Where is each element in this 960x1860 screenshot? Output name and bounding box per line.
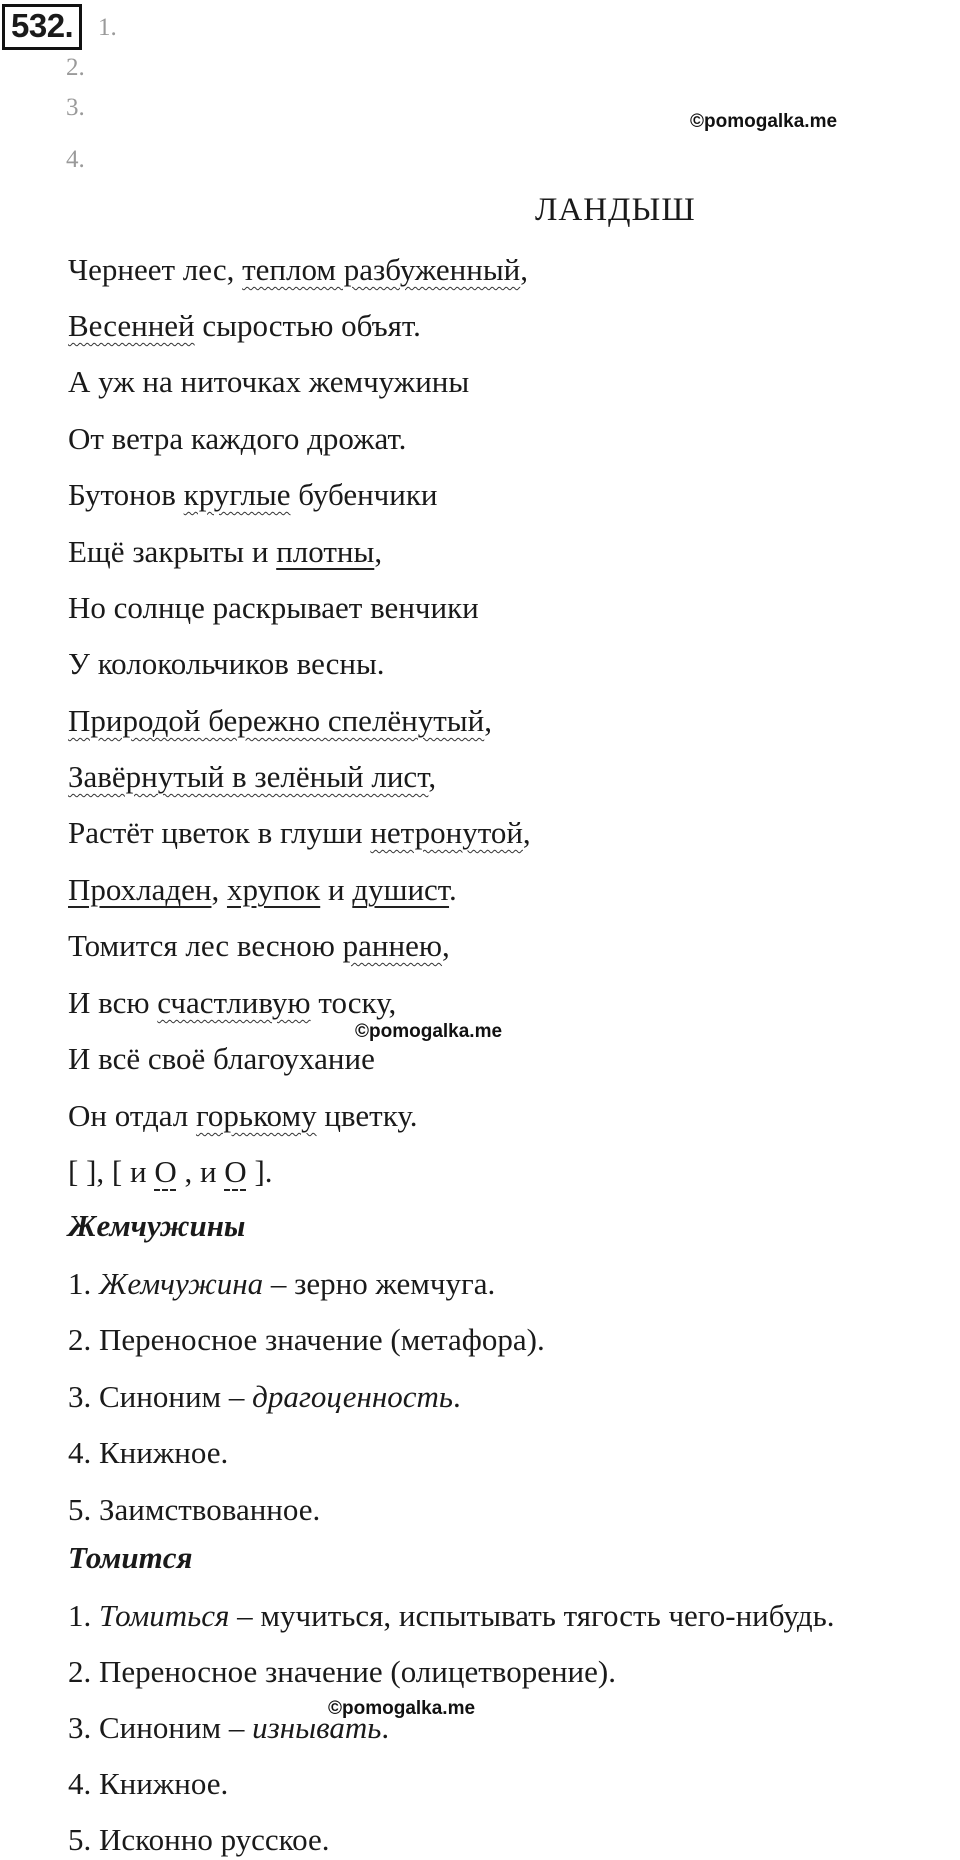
analysis-item: 1. Жемчужина – зерно жемчуга. — [68, 1266, 496, 1301]
watermark-bottom: ©pomogalka.me — [328, 1698, 476, 1719]
poem-line: Чернеет лес, теплом разбуженный, — [68, 252, 529, 287]
poem-line: У колокольчиков весны. — [68, 646, 385, 681]
analysis-item: 2. Переносное значение (метафора). — [68, 1322, 545, 1357]
watermark-top: ©pomogalka.me — [690, 111, 838, 132]
poem-line: А уж на ниточках жемчужины — [68, 364, 470, 399]
analysis-item: 4. Книжное. — [68, 1435, 229, 1470]
analysis-item: 4. Книжное. — [68, 1766, 229, 1801]
step-4: 4. — [66, 146, 85, 173]
analysis-item: 5. Заимствованное. — [68, 1492, 321, 1527]
poem-line: Весенней сыростью объят. — [68, 308, 421, 343]
analysis-item: 2. Переносное значение (олицетворение). — [68, 1654, 616, 1689]
poem-line: От ветра каждого дрожат. — [68, 421, 407, 456]
analysis-item: 5. Исконно русское. — [68, 1822, 330, 1857]
word-heading: Жемчужины — [68, 1208, 246, 1243]
poem-line: Природой бережно спелёнутый, — [68, 703, 492, 738]
step-2: 2. — [66, 54, 85, 81]
poem-line: Ещё закрыты и плотны, — [68, 534, 383, 569]
poem-line: Бутонов круглые бубенчики — [68, 477, 438, 512]
poem-line: И всю счастливую тоску, — [68, 985, 397, 1020]
poem-line: Завёрнутый в зелёный лист, — [68, 759, 437, 794]
analysis-item: 3. Синоним – драгоценность. — [68, 1379, 461, 1414]
poem-line: Томится лес весною раннею, — [68, 928, 450, 963]
analysis-item: 3. Синоним – изнывать. — [68, 1710, 390, 1745]
poem-line: Растёт цветок в глуши нетронутой, — [68, 815, 531, 850]
exercise-number: 532. — [2, 4, 82, 50]
word-heading: Томится — [68, 1540, 193, 1575]
analysis-item: 1. Томиться – мучиться, испытывать тягость чего-нибудь. — [68, 1598, 835, 1633]
poem-line: Прохладен, хрупок и душист. — [68, 872, 457, 907]
sentence-scheme: [ ], [ и О , и О ]. — [68, 1154, 273, 1189]
poem-line: И всё своё благоухание — [68, 1041, 375, 1076]
step-3: 3. — [66, 94, 85, 121]
step-1: 1. — [98, 14, 117, 41]
poem-title: ЛАНДЫШ — [535, 192, 696, 228]
poem-line: Но солнце раскрывает венчики — [68, 590, 479, 625]
watermark-middle: ©pomogalka.me — [355, 1021, 503, 1042]
poem-line: Он отдал горькому цветку. — [68, 1098, 418, 1133]
